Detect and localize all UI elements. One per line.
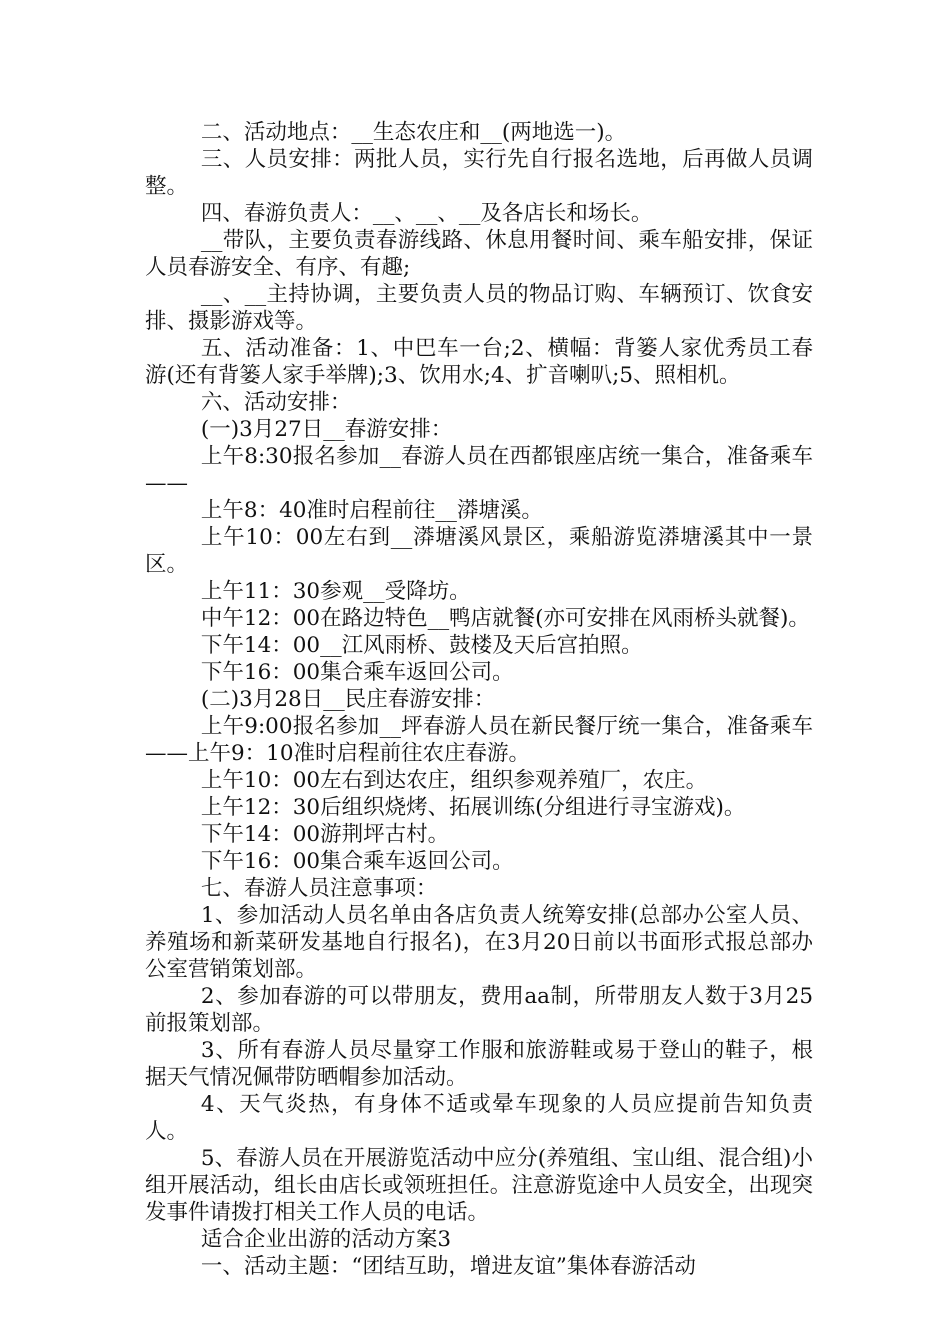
- paragraph-day1-1000: 上午10：00左右到__漭塘溪风景区，乘船游览漭塘溪其中一景区。: [145, 525, 813, 577]
- document-page: [145, 119, 813, 1280]
- paragraph-day2-0900: 上午9:00报名参加__坪春游人员在新民餐厅统一集合，准备乘车——上午9：10准时启程前往农庄春游。: [145, 714, 813, 766]
- paragraph-activity-schedule-heading: 六、活动安排：: [200, 390, 352, 415]
- paragraph-leader-duties: __带队，主要负责春游线路、休息用餐时间、乘车船安排，保证人员春游安全、有序、有趣;: [145, 228, 813, 280]
- paragraph-day2-1600: 下午16：00集合乘车返回公司。: [200, 849, 514, 874]
- paragraph-staff-arrangement: 三、人员安排：两批人员，实行先自行报名选地，后再做人员调整。: [145, 147, 813, 199]
- paragraph-day2-1000: 上午10：00左右到达农庄，组织参观养殖厂，农庄。: [200, 768, 708, 793]
- paragraph-schedule-day1-heading: (一)3月27日__春游安排：: [200, 417, 453, 442]
- paragraph-activity-preparation: 五、活动准备：1、中巴车一台;2、横幅：背篓人家优秀员工春游(还有背篓人家手举牌);3、饮用水;4、扩音喇叭;5、照相机。: [145, 336, 813, 388]
- paragraph-plan3-title: 适合企业出游的活动方案3: [200, 1227, 452, 1252]
- paragraph-activity-location: 二、活动地点：__生态农庄和__(两地选一)。: [200, 120, 627, 145]
- paragraph-note-1: 1、参加活动人员名单由各店负责人统筹安排(总部办公室人员、养殖场和新菜研发基地自行报名)，在3月20日前以书面形式报总部办公室营销策划部。: [145, 903, 813, 982]
- paragraph-coordinator-duties: __、__主持协调，主要负责人员的物品订购、车辆预订、饮食安排、摄影游戏等。: [145, 282, 813, 334]
- paragraph-note-3: 3、所有春游人员尽量穿工作服和旅游鞋或易于登山的鞋子，根据天气情况佩带防晒帽参加活动。: [145, 1038, 813, 1090]
- paragraph-day2-1400: 下午14：00游荆坪古村。: [200, 822, 450, 847]
- paragraph-note-5: 5、春游人员在开展游览活动中应分(养殖组、宝山组、混合组)小组开展活动，组长由店长或领班担任。注意游览途中人员安全，出现突发事件请拨打相关工作人员的电话。: [145, 1146, 813, 1225]
- paragraph-note-4: 4、天气炎热，有身体不适或晕车现象的人员应提前告知负责人。: [145, 1092, 813, 1144]
- paragraph-day1-1400: 下午14：00__江风雨桥、鼓楼及天后宫拍照。: [200, 633, 643, 658]
- paragraph-day1-0840: 上午8：40准时启程前往__漭塘溪。: [200, 498, 543, 523]
- paragraph-day1-1200: 中午12：00在路边特色__鸭店就餐(亦可安排在风雨桥头就餐)。: [200, 606, 810, 631]
- paragraph-day1-1600: 下午16：00集合乘车返回公司。: [200, 660, 514, 685]
- paragraph-day2-1230: 上午12：30后组织烧烤、拓展训练(分组进行寻宝游戏)。: [200, 795, 746, 820]
- paragraph-day1-0830: 上午8:30报名参加__春游人员在西都银座店统一集合，准备乘车——: [145, 444, 813, 496]
- paragraph-schedule-day2-heading: (二)3月28日__民庄春游安排：: [200, 687, 496, 712]
- paragraph-note-2: 2、参加春游的可以带朋友，费用aa制，所带朋友人数于3月25前报策划部。: [145, 984, 813, 1036]
- paragraph-plan3-theme: 一、活动主题：“团结互助，增进友谊”集体春游活动: [200, 1254, 696, 1279]
- paragraph-trip-leaders: 四、春游负责人：__、__、__及各店长和场长。: [200, 201, 653, 226]
- paragraph-notes-heading: 七、春游人员注意事项：: [200, 876, 438, 901]
- paragraph-day1-1130: 上午11：30参观__受降坊。: [200, 579, 471, 604]
